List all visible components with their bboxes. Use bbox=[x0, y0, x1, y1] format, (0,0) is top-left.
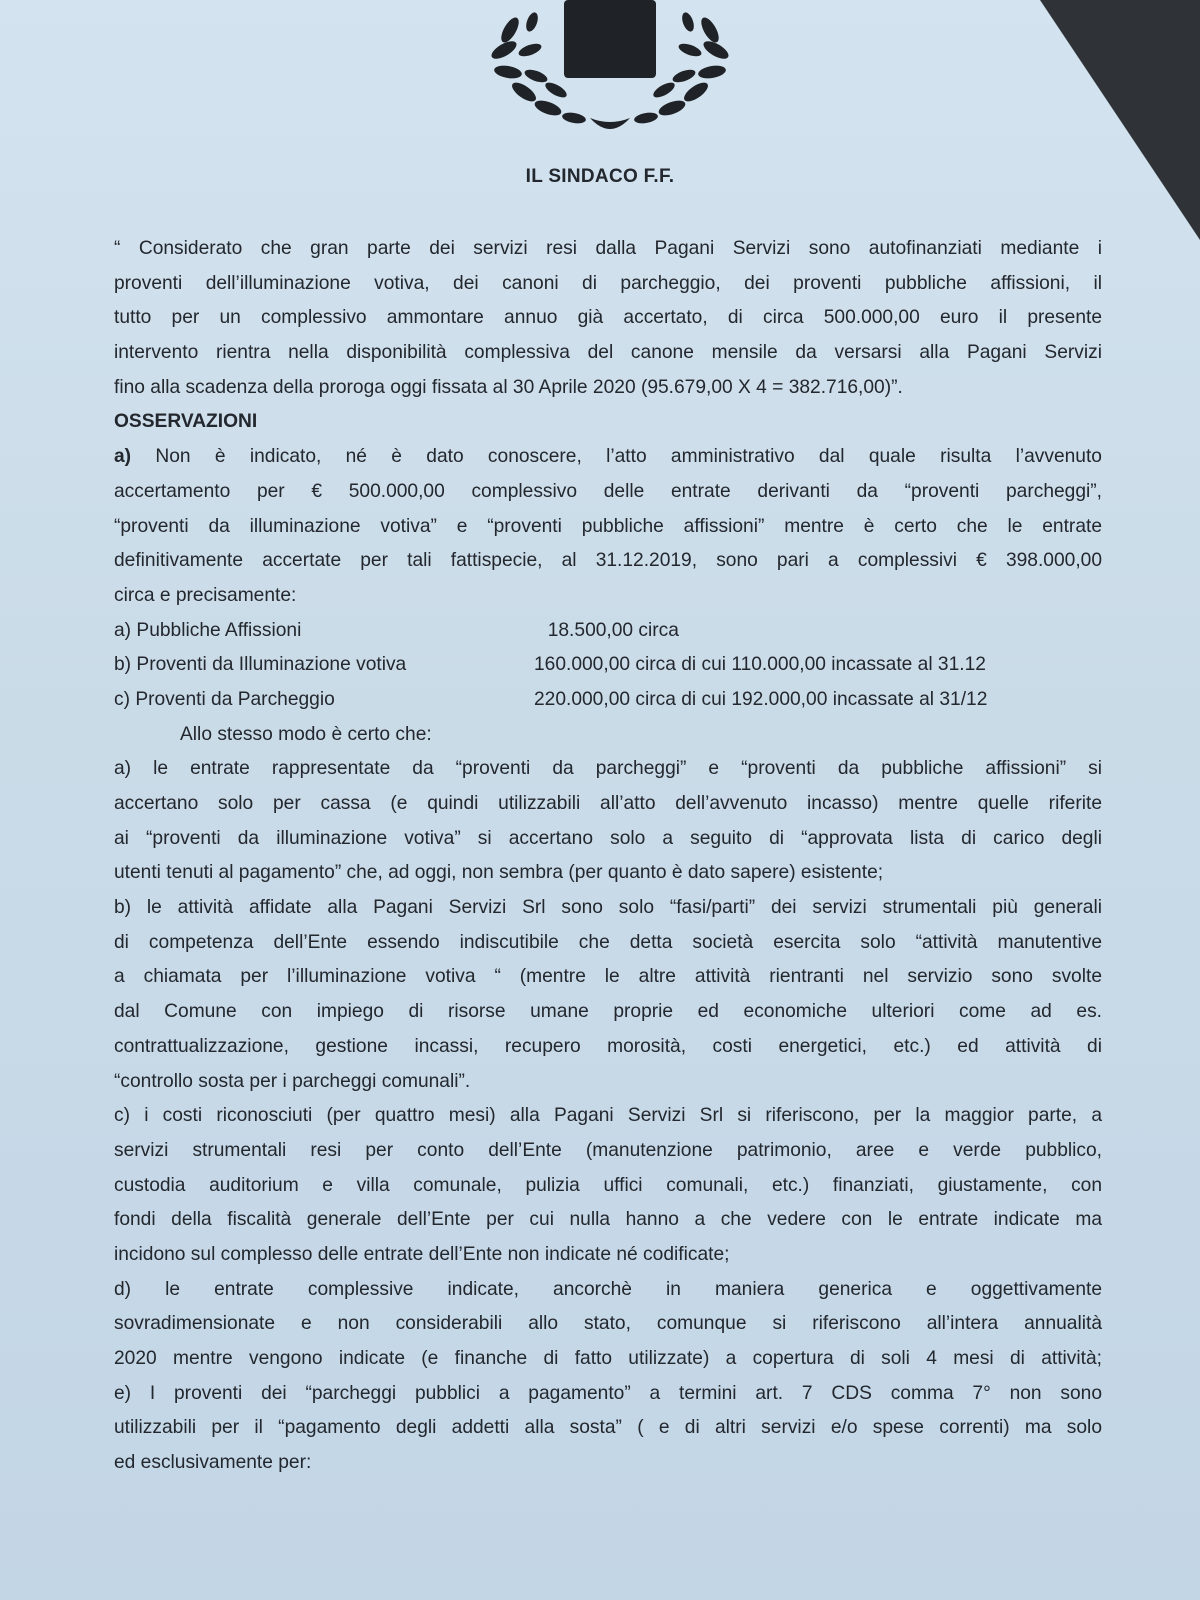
quote-line: tutto per un complessivo ammontare annuo già accertato, di circa 500.000,00 euro il presente bbox=[114, 307, 1102, 329]
table-label: b) Proventi da Illuminazione votiva bbox=[114, 654, 407, 676]
paragraph-line: c) i costi riconosciuti (per quattro mesi) alla Pagani Servizi Srl si riferiscono, per la maggior parte, a bbox=[114, 1105, 1102, 1127]
paragraph-line: d) le entrate complessive indicate, ancorchè in maniera generica e oggettivamente bbox=[114, 1278, 1102, 1300]
paragraph-line: a chiamata per l’illuminazione votiva “ (mentre le altre attività rientranti nel servizio sono svolte bbox=[114, 966, 1102, 988]
quote-line: “ Considerato che gran parte dei servizi resi dalla Pagani Servizi sono autofinanziati mediante i bbox=[114, 238, 1102, 259]
table-value: 160.000,00 circa di cui 110.000,00 incassate al 31.12 bbox=[534, 654, 986, 676]
paragraph-line: incidono sul complesso delle entrate dell’Ente non indicate né codificate; bbox=[114, 1243, 730, 1265]
paragraph-line: b) le attività affidate alla Pagani Servizi Srl sono solo “fasi/parti” dei servizi strumentali più generali bbox=[114, 897, 1102, 919]
table-value: 220.000,00 circa di cui 192.000,00 incassate al 31/12 bbox=[534, 688, 988, 710]
paragraph-line: 2020 mentre vengono indicate (e finanche di fatto utilizzate) a copertura di soli 4 mesi di attività; bbox=[114, 1348, 1102, 1369]
quote-line: intervento rientra nella disponibilità complessiva del canone mensile da versarsi alla Pagani Servizi bbox=[114, 342, 1102, 364]
page-title: IL SINDACO F.F. bbox=[525, 166, 675, 187]
table-row bbox=[114, 614, 1102, 649]
paragraph-line: “proventi da illuminazione votiva” e “proventi pubbliche affissioni” mentre è certo che le entrate bbox=[114, 515, 1102, 537]
paragraph-line bbox=[114, 440, 1102, 475]
item-marker: a) bbox=[114, 446, 132, 468]
paragraph-line: dal Comune con impiego di risorse umane proprie ed economiche ulteriori come ad es. bbox=[114, 1001, 1102, 1023]
comune-crest-icon bbox=[490, 0, 730, 140]
paragraph-line: definitivamente accertate per tali fattispecie, al 31.12.2019, sono pari a complessivi € 398.000,00 bbox=[114, 550, 1102, 572]
table-row bbox=[114, 683, 1102, 718]
quote-line: fino alla scadenza della proroga oggi fissata al 30 Aprile 2020 (95.679,00 X 4 = 382.716,00)”. bbox=[114, 376, 903, 398]
paragraph-line: accertamento per € 500.000,00 complessivo delle entrate derivanti da “proventi parcheggi”, bbox=[114, 480, 1102, 502]
table-row bbox=[114, 648, 1102, 683]
paragraph-line: “controllo sosta per i parcheggi comunali”. bbox=[114, 1070, 471, 1092]
table-value: 18.500,00 circa bbox=[547, 619, 679, 641]
paragraph-line: ai “proventi da illuminazione votiva” si accertano solo a seguito di “approvata lista di carico degli bbox=[114, 827, 1102, 849]
paragraph-line: circa e precisamente: bbox=[114, 584, 297, 606]
quote-line: proventi dell’illuminazione votiva, dei canoni di parcheggio, dei proventi pubbliche affissioni, il bbox=[114, 272, 1102, 294]
paragraph-line: custodia auditorium e villa comunale, pulizia uffici comunali, etc.) finanziati, giustamente, con bbox=[114, 1174, 1102, 1196]
table-label: c) Proventi da Parcheggio bbox=[114, 688, 335, 710]
paragraph-text: Non è indicato, né è dato conoscere, l’atto amministrativo dal quale risulta l’avvenuto bbox=[155, 446, 1102, 468]
table-label: a) Pubbliche Affissioni bbox=[114, 619, 302, 641]
revenue-table bbox=[114, 614, 1102, 718]
paragraph-line: a) le entrate rappresentate da “proventi da parcheggi” e “proventi da pubbliche affissioni” si bbox=[114, 758, 1102, 780]
paragraph-line: fondi della fiscalità generale dell’Ente per cui nulla hanno a che vedere con le entrate indicate ma bbox=[114, 1209, 1102, 1231]
paragraph-line: Allo stesso modo è certo che: bbox=[180, 723, 432, 745]
paragraph-line: contrattualizzazione, gestione incassi, recupero morosità, costi energetici, etc.) ed attività di bbox=[114, 1035, 1102, 1057]
paragraph-line: sovradimensionate e non considerabili allo stato, comunque si riferiscono all’intera annualità bbox=[114, 1313, 1102, 1335]
paragraph-line: di competenza dell’Ente essendo indiscutibile che detta società esercita solo “attività manutentive bbox=[114, 931, 1102, 953]
paragraph-line: e) I proventi dei “parcheggi pubblici a pagamento” a termini art. 7 CDS comma 7° non sono bbox=[114, 1382, 1102, 1404]
section-heading: OSSERVAZIONI bbox=[114, 411, 258, 433]
paragraph-line: utenti tenuti al pagamento” che, ad oggi, non sembra (per quanto è dato sapere) esistente; bbox=[114, 862, 884, 884]
paragraph-line: servizi strumentali resi per conto dell’Ente (manutenzione patrimonio, aree e verde pubblico, bbox=[114, 1139, 1102, 1161]
paragraph-line: ed esclusivamente per: bbox=[114, 1452, 312, 1474]
paragraph-line: accertano solo per cassa (e quindi utilizzabili all’atto dell’avvenuto incasso) mentre quelle riferite bbox=[114, 793, 1102, 814]
paragraph-line: utilizzabili per il “pagamento degli addetti alla sosta” ( e di altri servizi e/o spese correnti) ma solo bbox=[114, 1417, 1102, 1439]
document-body bbox=[114, 232, 1102, 1481]
